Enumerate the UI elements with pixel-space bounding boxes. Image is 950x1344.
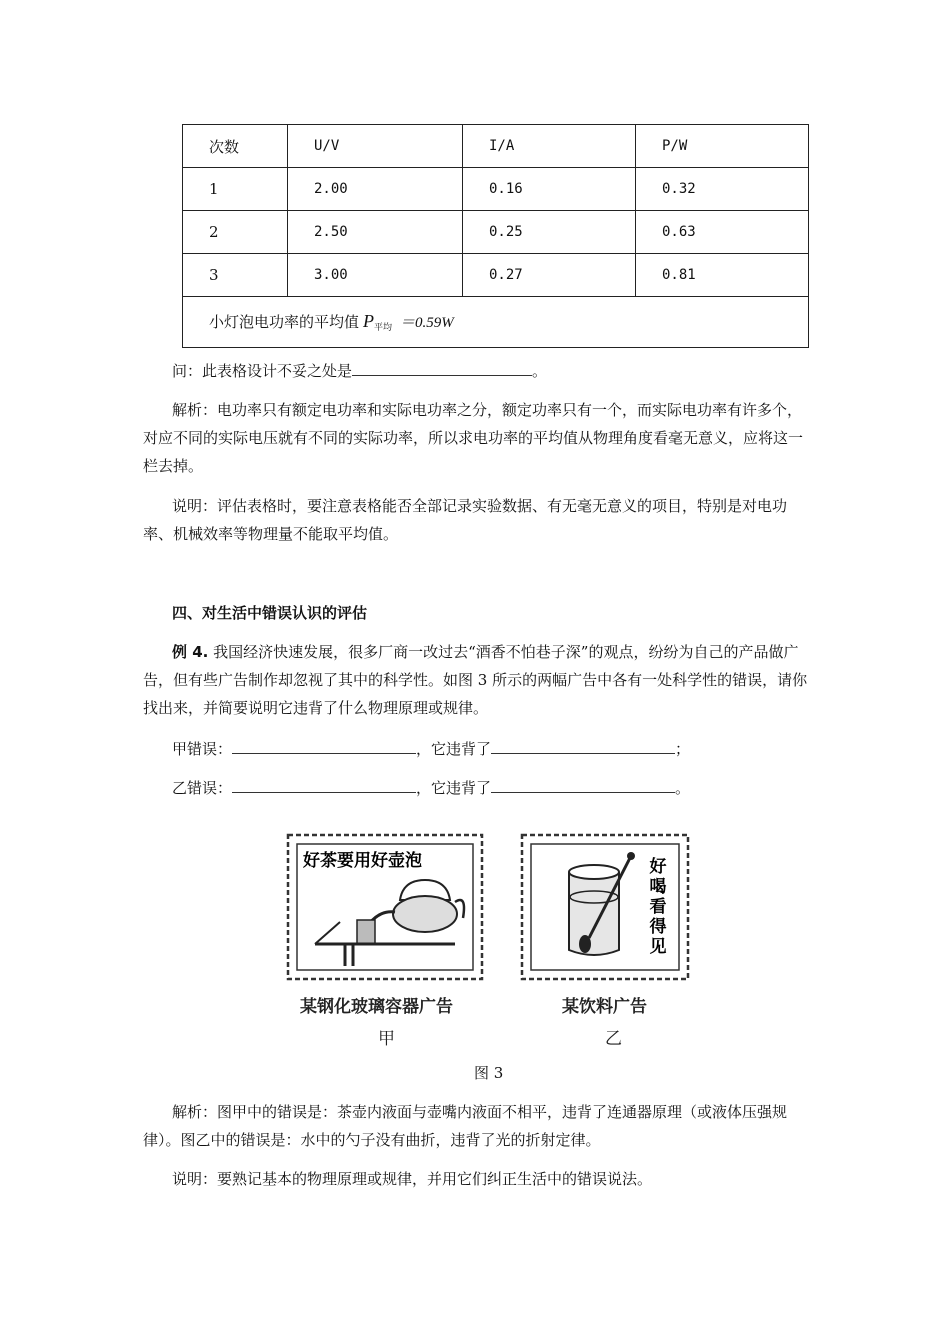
table-average-row (183, 297, 809, 348)
right-slogan-char: 看 (649, 897, 667, 917)
right-figure-caption: 某饮料广告 (562, 997, 647, 1017)
question-end: 。 (532, 362, 548, 380)
table-cell: 1 (183, 168, 288, 211)
table-cell: 0.27 (463, 254, 636, 297)
right-figure-tag: 乙 (605, 1029, 622, 1049)
table-cell: 0.16 (463, 168, 636, 211)
jia-principle-blank[interactable] (491, 737, 675, 754)
table-row (183, 211, 809, 254)
jia-error-blank[interactable] (232, 737, 416, 754)
line-end: 。 (675, 779, 691, 797)
drink-ad-illustration (519, 832, 691, 982)
measurement-table (182, 124, 809, 348)
note-paragraph-1: 说明：评估表格时，要注意表格能否全部记录实验数据、有无毫无意义的项目，特别是对电功率、机械效率等物理量不能取平均值。 (143, 497, 788, 543)
left-figure-tag: 甲 (378, 1029, 395, 1049)
left-slogan: 好茶要用好壶泡 (303, 851, 422, 871)
line-end: ； (675, 740, 691, 758)
example-text: 我国经济快速发展，很多厂商一改过去“酒香不怕巷子深”的观点，纷纷为自己的产品做广告，但有些广告制作却忽视了其中的科学性。如图 3 所示的两幅广告中各有一处科学性的错误，请你找出来，并简要说明它违背了什么物理原理或规律。 (143, 643, 808, 717)
analysis-paragraph-1: 解析：电功率只有额定电功率和实际电功率之分，额定功率只有一个，而实际电功率有许多个，对应不同的实际电压就有不同的实际功率，所以求电功率的平均值从物理角度看毫无意义，应将这一栏去掉。 (143, 401, 804, 475)
section-heading: 四、对生活中错误认识的评估 (172, 604, 368, 622)
right-slogan-char: 得 (649, 917, 667, 937)
right-slogan-char: 喝 (649, 877, 667, 897)
left-figure-caption: 某钢化玻璃容器广告 (300, 997, 453, 1017)
jia-label: 甲错误： (172, 740, 233, 758)
yi-label: 乙错误： (172, 779, 233, 797)
fill-line-yi (143, 774, 808, 802)
note-paragraph-2: 说明：要熟记基本的物理原理或规律，并用它们纠正生活中的错误说法。 (172, 1170, 653, 1188)
figure-title: 图 3 (474, 1064, 504, 1082)
table-header-cell: I/A (463, 125, 636, 168)
table-cell: 3.00 (288, 254, 463, 297)
table-cell: 3 (183, 254, 288, 297)
right-slogan-char: 见 (649, 937, 667, 957)
yi-error-blank[interactable] (232, 776, 416, 793)
power-symbol: P (363, 311, 375, 331)
question-line (143, 357, 808, 385)
average-value: ＝0.59W (400, 315, 454, 331)
table-cell: 0.63 (636, 211, 809, 254)
table-cell: 0.81 (636, 254, 809, 297)
violates-label: ，它违背了 (416, 740, 492, 758)
power-subscript: 平均 (374, 323, 393, 333)
yi-principle-blank[interactable] (491, 776, 675, 793)
question-text: 问：此表格设计不妥之处是 (172, 362, 353, 380)
table-header-cell: U/V (288, 125, 463, 168)
table-row (183, 168, 809, 211)
teapot-ad-illustration (285, 832, 485, 982)
table-cell: 0.32 (636, 168, 809, 211)
average-label: 小灯泡电功率的平均值 (209, 313, 360, 331)
fill-line-jia (143, 735, 808, 763)
answer-blank[interactable] (352, 359, 532, 376)
violates-label: ，它违背了 (416, 779, 492, 797)
table-header-row (183, 125, 809, 168)
table-cell: 2 (183, 211, 288, 254)
table-header-cell: P/W (636, 125, 809, 168)
table-cell: 0.25 (463, 211, 636, 254)
analysis-paragraph-2: 解析：图甲中的错误是：茶壶内液面与壶嘴内液面不相平，违背了连通器原理（或液体压强规律）。图乙中的错误是：水中的勺子没有曲折，违背了光的折射定律。 (143, 1103, 788, 1149)
example-label: 例 4. (172, 643, 209, 661)
table-cell: 2.50 (288, 211, 463, 254)
average-cell (183, 297, 809, 348)
table-row (183, 254, 809, 297)
table-cell: 2.00 (288, 168, 463, 211)
table-header-cell: 次数 (183, 125, 288, 168)
example-paragraph (143, 638, 808, 722)
right-slogan-char: 好 (649, 857, 667, 877)
